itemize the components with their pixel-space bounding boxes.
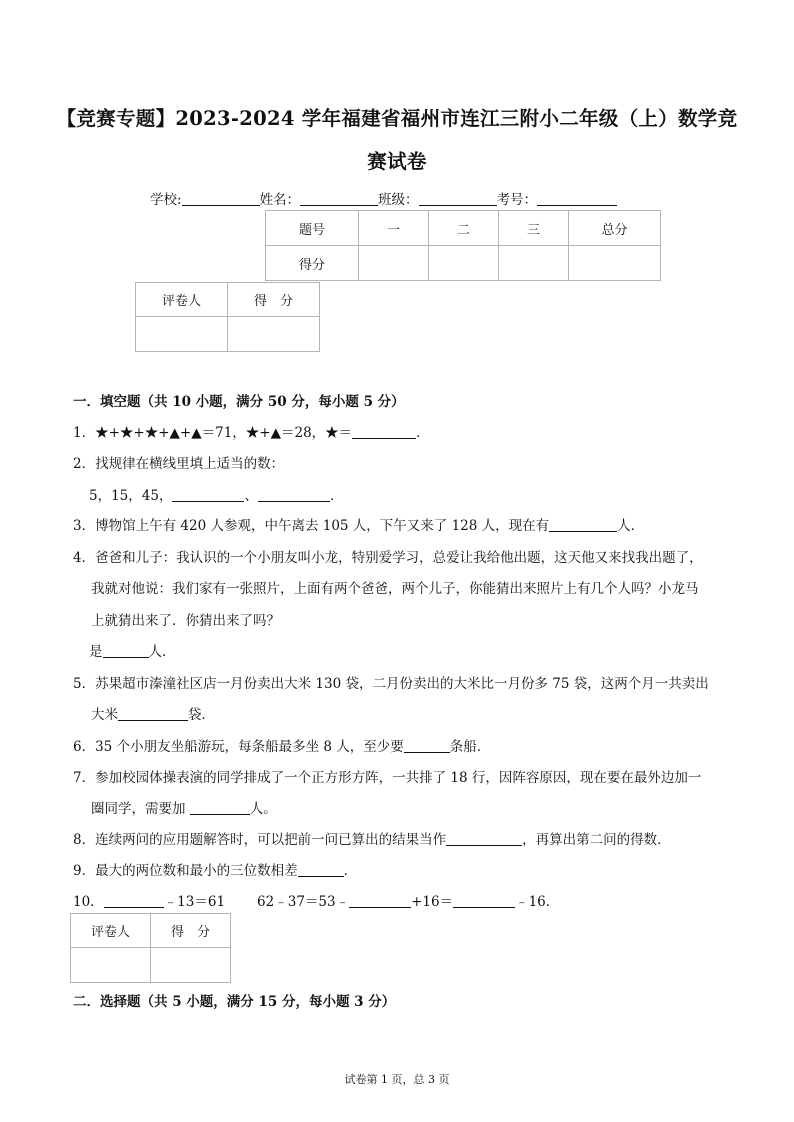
question-4-line3: 上就猜出来了．你猜出来了吗？ (91, 613, 280, 629)
q9-text: 最大的两位数和最小的三位数相差 (95, 863, 298, 879)
grader-cell[interactable] (71, 948, 151, 983)
q4-answer-suffix: 人． (148, 644, 176, 660)
score-cell[interactable] (569, 246, 661, 281)
grader-score-label: 得 分 (228, 283, 320, 317)
q8-answer-blank[interactable] (446, 832, 522, 846)
q6-answer-blank[interactable] (404, 739, 450, 753)
q5-number: 5． (73, 676, 96, 692)
q9-number: 9． (73, 863, 96, 879)
q2-sequence: 5，15，45， (89, 488, 173, 504)
q4-text-line1: 爸爸和儿子：我认识的一个小朋友叫小龙，特别爱学习，总爱让我给他出题，这天他又来找我出题了， (95, 550, 703, 566)
grader-label: 评卷人 (136, 283, 228, 317)
q10-answer-blank-1[interactable] (104, 894, 164, 908)
q2-answer-blank-1[interactable] (172, 488, 244, 502)
question-4-line2: 我就对他说：我们家有一张照片，上面有两个爸爸，两个儿子，你能猜出来照片上有几个人吗？小龙马 (91, 581, 699, 597)
q6-number: 6． (73, 739, 96, 755)
student-info-line (150, 188, 617, 208)
school-label: 学校: (150, 192, 182, 208)
question-2 (73, 452, 284, 472)
q10-part-d: ﹣16． (515, 894, 560, 910)
q2-text: 找规律在横线里填上适当的数： (95, 456, 285, 472)
q9-answer-blank[interactable] (298, 863, 344, 877)
score-header-cell: 三 (499, 211, 569, 246)
q7-answer-blank[interactable] (190, 801, 250, 815)
name-blank[interactable] (300, 191, 378, 206)
q3-answer-blank[interactable] (549, 518, 617, 532)
score-cell[interactable] (499, 246, 569, 281)
class-label: 班级： (378, 192, 419, 208)
grader-box-2 (70, 913, 231, 983)
question-7-line2 (91, 797, 277, 817)
q4-answer-blank[interactable] (103, 644, 149, 658)
q1-end: ． (416, 425, 430, 441)
q9-end: ． (343, 863, 358, 879)
question-4-line1 (73, 546, 703, 566)
q1-text: ★+★+★+▲+▲＝71，★+▲＝28，★＝ (95, 425, 353, 441)
q7-text-line2: 圈同学，需要加 (91, 801, 190, 817)
question-6 (73, 735, 490, 755)
q8-end: ，再算出第二问的得数． (522, 832, 671, 848)
q7-number: 7． (73, 770, 96, 786)
exam-title-line2: 赛试卷 (367, 150, 427, 173)
grader-cell[interactable] (136, 317, 228, 352)
q5-text-line2: 大米 (91, 707, 118, 723)
score-header-cell: 题号 (266, 211, 359, 246)
score-table (265, 210, 661, 281)
section2-heading: 二．选择题（共 5 小题，满分 15 分，每小题 3 分） (73, 994, 396, 1010)
q3-text: 博物馆上午有 420 人参观，中午离去 105 人，下午又来了 128 人，现在有 (95, 518, 550, 534)
score-cell[interactable] (429, 246, 499, 281)
question-7-line1 (73, 766, 701, 786)
q10-part-a: ﹣13＝61 (163, 894, 226, 910)
question-5-line2 (91, 703, 215, 723)
q5-answer-blank[interactable] (118, 707, 188, 721)
q3-end: 人． (617, 518, 645, 534)
question-4-answer (89, 640, 176, 660)
q10-number: 10． (73, 894, 104, 910)
question-9 (73, 859, 357, 879)
grader-label: 评卷人 (71, 914, 151, 948)
question-10 (73, 890, 559, 910)
q4-answer-prefix: 是 (89, 644, 103, 660)
school-blank[interactable] (182, 191, 260, 206)
q7-end: 人。 (249, 801, 277, 817)
q10-part-c: +16＝ (411, 894, 454, 910)
score-cell[interactable] (359, 246, 429, 281)
q6-text: 35 个小朋友坐船游玩，每条船最多坐 8 人，至少要 (95, 739, 404, 755)
q1-answer-blank[interactable] (352, 425, 416, 439)
q3-number: 3． (73, 518, 96, 534)
question-3 (73, 514, 644, 534)
q2-number: 2． (73, 456, 96, 472)
q10-answer-blank-3[interactable] (453, 894, 515, 908)
q8-text: 连续两问的应用题解答时，可以把前一问已算出的结果当作 (95, 832, 447, 848)
grader-cell[interactable] (151, 948, 231, 983)
exam-title-line1: 【竞赛专题】2023-2024 学年福建省福州市连江三附小二年级（上）数学竞 (56, 107, 738, 130)
q2-answer-blank-2[interactable] (258, 488, 330, 502)
grader-cell[interactable] (228, 317, 320, 352)
q6-end: 条船． (449, 739, 491, 755)
score-row-label: 得分 (266, 246, 359, 281)
question-5-line1 (73, 672, 709, 692)
q1-number: 1． (73, 425, 96, 441)
score-header-cell: 总分 (569, 211, 661, 246)
section1-heading: 一．填空题（共 10 小题，满分 50 分，每小题 5 分） (73, 394, 405, 410)
q2-separator: 、 (244, 488, 258, 504)
q10-part-b: 62﹣37＝53﹣ (257, 894, 350, 910)
q4-number: 4． (73, 550, 96, 566)
question-1 (73, 421, 430, 441)
exam-no-label: 考号： (496, 192, 538, 208)
exam-no-blank[interactable] (537, 191, 617, 206)
q5-end: 袋． (188, 707, 215, 723)
grader-score-label: 得 分 (151, 914, 231, 948)
q8-number: 8． (73, 832, 96, 848)
q5-text-line1: 苏果超市溱潼社区店一月份卖出大米 130 袋，二月份卖出的大米比一月份多 75 袋，这两个月一共卖出 (95, 676, 709, 692)
question-2-sequence (89, 484, 343, 504)
name-label: 姓名： (259, 192, 301, 208)
question-8 (73, 828, 671, 848)
score-header-cell: 一 (359, 211, 429, 246)
q10-answer-blank-2[interactable] (349, 894, 411, 908)
q2-end: ． (329, 488, 344, 504)
page-footer: 试卷第 1 页，总 3 页 (344, 1073, 450, 1086)
grader-box (135, 282, 320, 352)
q7-text-line1: 参加校园体操表演的同学排成了一个正方形方阵，一共排了 18 行，因阵容原因，现在要在最外边加一 (95, 770, 702, 786)
score-header-cell: 二 (429, 211, 499, 246)
class-blank[interactable] (419, 191, 497, 206)
